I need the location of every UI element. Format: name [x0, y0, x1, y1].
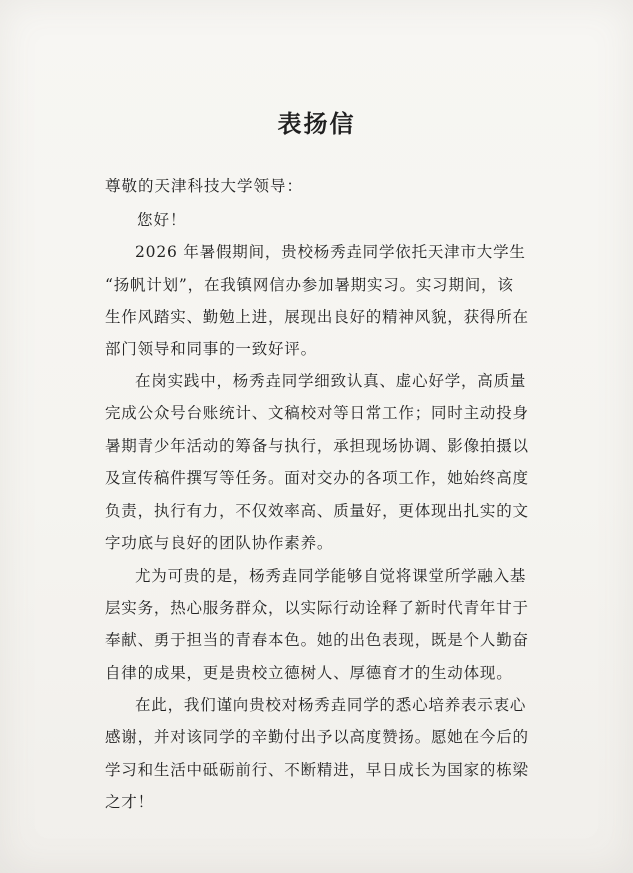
line-text: “扬帆计划”，在我镇网信办参加暑期实习。实习期间，该	[105, 276, 514, 294]
line-text: 负责，执行有力，不仅效率高、质量好，更体现出扎实的文	[105, 502, 529, 520]
letter-title: 表扬信	[277, 109, 356, 138]
line-text: 完成公众号台账统计、文稿校对等日常工作；同时主动投身	[105, 404, 529, 422]
line-text: 部门领导和同事的一致好评。	[105, 340, 317, 358]
line-text: 感谢，并对该同学的辛勤付出予以高度赞扬。愿她在今后的	[105, 728, 529, 746]
line-text: 2026 年暑假期间，贵校杨秀垚同学依托天津市大学生	[135, 243, 526, 261]
line-text: 尤为可贵的是，杨秀垚同学能够自觉将课堂所学融入基	[135, 567, 527, 585]
line-text: 及宣传稿件撰写等任务。面对交办的各项工作，她始终高度	[105, 469, 529, 487]
line-text: 层实务，热心服务群众，以实际行动诠释了新时代青年甘于	[105, 599, 529, 617]
greeting: 您好！	[137, 211, 187, 229]
line-text: 之才！	[105, 793, 154, 811]
line-text: 在岗实践中，杨秀垚同学细致认真、虚心好学，高质量	[135, 372, 527, 390]
line-text: 奉献、勇于担当的青春本色。她的出色表现，既是个人勤奋	[105, 631, 529, 649]
line-text: 字功底与良好的团队协作素养。	[105, 534, 334, 552]
salutation: 尊敬的天津科技大学领导：	[105, 177, 304, 195]
line-text: 在此，我们谨向贵校对杨秀垚同学的悉心培养表示衷心	[135, 696, 527, 714]
line-text: 学习和生活中砥砺前行、不断精进，早日成长为国家的栋梁	[105, 761, 529, 779]
line-text: 自律的成果，更是贵校立德树人、厚德育才的生动体现。	[105, 664, 513, 682]
line-text: 生作风踏实、勤勉上进，展现出良好的精神风貌，获得所在	[105, 308, 529, 326]
line-text: 暑期青少年活动的筹备与执行，承担现场协调、影像拍摄以	[105, 437, 529, 455]
